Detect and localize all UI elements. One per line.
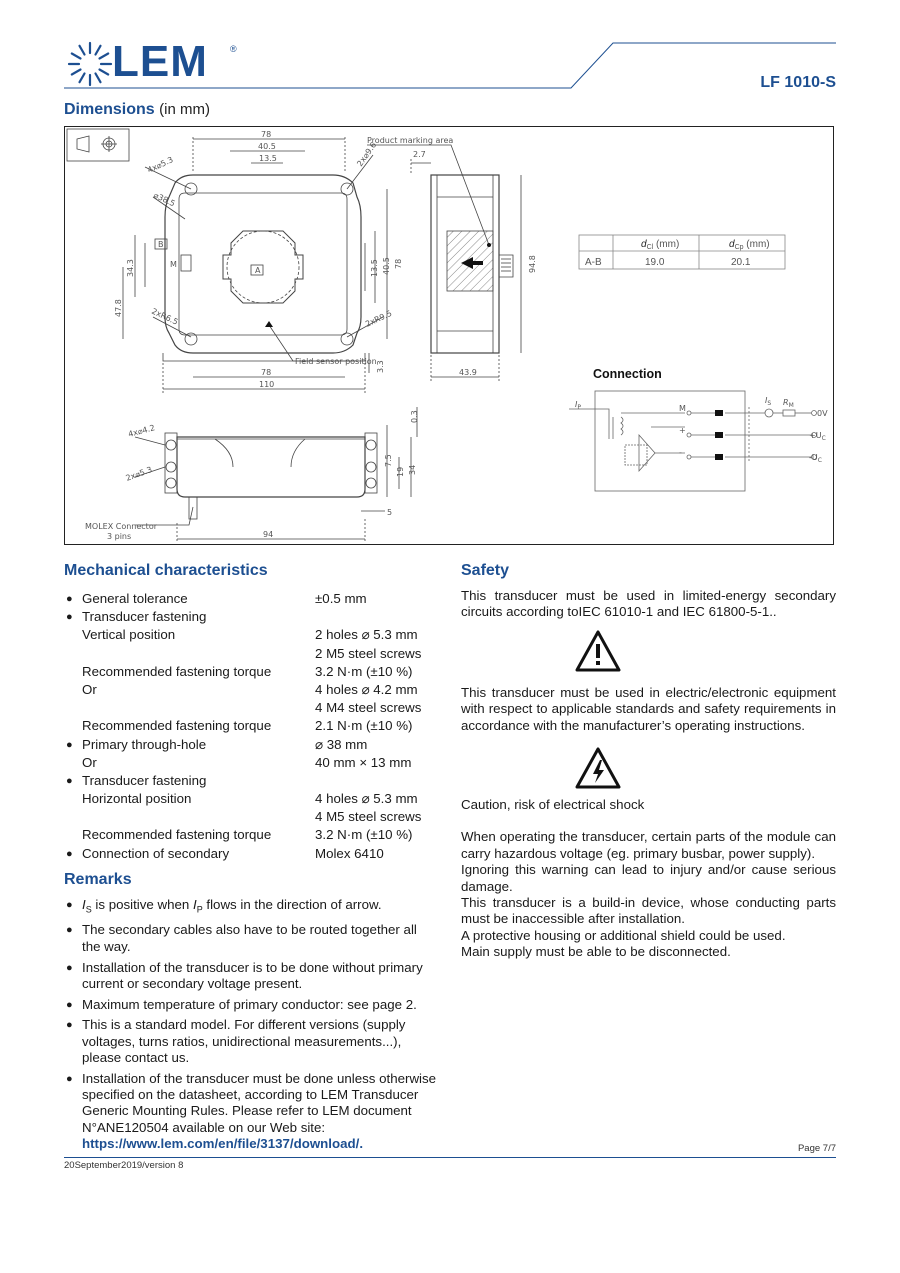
technical-drawing: [65, 127, 833, 544]
mechanical-row: [64, 717, 444, 735]
dim-19: 19: [396, 466, 405, 477]
table-row-dcl: 19.0: [645, 257, 665, 268]
connection-title: Connection: [593, 367, 662, 381]
output-plus-uc: $+U_C$: [809, 431, 826, 442]
safety-paragraph: This transducer must be used in electric/electronic equipment with respect to applicable standards and safety requirements in accordance with the manufacturer’s operating instructions.: [461, 684, 836, 733]
bottom-hole-2: [166, 462, 176, 472]
mechanical-label: Horizontal position: [82, 791, 192, 807]
ammeter-icon: [765, 409, 773, 417]
mechanical-row: [64, 590, 444, 608]
mechanical-label: Connection of secondary: [82, 845, 230, 861]
dim-13-5-vertical: 13.5: [370, 259, 379, 277]
dim-78-bottom: 78: [261, 368, 272, 377]
safety-paragraph: This transducer is a build-in device, whose conducting parts must be inaccessible after installation.: [461, 895, 836, 927]
bottom-hole-1: [166, 440, 176, 450]
safety-paragraph: Ignoring this warning can lead to injury and/or cause serious damage.: [461, 862, 836, 894]
safety-paragraph: A protective housing or additional shield could be used.: [461, 927, 786, 943]
mechanical-label: Recommended fastening torque: [82, 827, 272, 843]
footer-rule: [64, 1157, 836, 1158]
product-code: LF 1010-S: [760, 74, 836, 91]
remark-item: ● Installation of the transducer is to be done without primary current or secondary voltage present.: [64, 960, 439, 993]
mechanical-row: [64, 754, 444, 772]
projection-symbol-box: [67, 129, 129, 161]
safety-paragraph: This transducer must be used in limited-energy secondary circuits according toIEC 61010-1 and IEC 61800-5-1..: [461, 588, 836, 620]
dimensions-heading: [64, 101, 210, 119]
remark-item: ● The secondary cables also have to be routed together all the way.: [64, 922, 439, 955]
electrical-shock-icon: [575, 747, 621, 789]
mechanical-row: [64, 772, 444, 790]
label-field-sensor: Field sensor position: [295, 357, 377, 366]
mechanical-bullet: ●: [66, 738, 73, 751]
remark-item: ● $I_S$ is positive when $I_P$ flows in the direction of arrow.: [64, 897, 439, 918]
dim-4x4-2: 4x⌀4.2: [127, 423, 156, 439]
dim-78-top: 78: [261, 130, 272, 139]
logo-registered-mark: ®: [230, 44, 237, 54]
dimension-drawing: [64, 126, 834, 545]
safety-paragraph: When operating the transducer, certain parts of the module can carry hazardous voltage (eg. primary busbar, power supply).: [461, 829, 836, 861]
dim-34: 34: [408, 464, 417, 475]
remarks-title: Remarks: [64, 871, 132, 888]
dimensions-title: Dimensions: [64, 101, 155, 118]
mechanical-value: 4 M5 steel screws: [315, 809, 422, 825]
label-three-pins: 3 pins: [107, 532, 132, 541]
dim-13-5: 13.5: [259, 154, 277, 163]
mechanical-value: 4 holes ⌀ 4.2 mm: [315, 681, 418, 697]
dim-3-3: 3.3: [376, 360, 385, 373]
mechanical-label: Transducer fastening: [82, 772, 207, 788]
lem-logo-sunburst-icon: [69, 43, 111, 85]
logo-wordmark: LEM: [112, 37, 208, 86]
safety-caution: Caution, risk of electrical shock: [461, 797, 645, 813]
dim-2xR6-5: 2xR6.5: [150, 306, 180, 327]
mechanical-bullet: ●: [66, 593, 73, 605]
bottom-hole-5: [366, 462, 376, 472]
bottom-hole-3: [166, 478, 176, 488]
dim-2x9-6: 2x⌀9.6: [355, 140, 379, 169]
dim-78-vertical: 78: [394, 258, 403, 269]
dim-0-3: 0.3: [410, 410, 419, 423]
table-row-label: A-B: [585, 257, 602, 268]
dim-2xR9-5: 2xR9.5: [364, 308, 394, 329]
mechanical-label: Primary through-hole: [82, 736, 207, 752]
mechanical-row: [64, 826, 444, 844]
dim-94-8: 94.8: [528, 255, 537, 273]
label-is: $I_S$: [765, 396, 772, 407]
dim-40-5: 40.5: [258, 142, 276, 151]
connection-schematic: [569, 391, 817, 491]
mechanical-bullet: ●: [66, 774, 73, 787]
dim-5: 5: [387, 508, 393, 517]
remark-item: ● Maximum temperature of primary conductor: see page 2.: [64, 997, 439, 1013]
dim-110: 110: [259, 380, 275, 389]
dim-38-5: ⌀38.5: [152, 190, 177, 209]
dim-34-3: 34.3: [126, 259, 135, 277]
warning-icon: [575, 630, 621, 672]
mechanical-row: [64, 681, 444, 699]
remarks-list: [64, 897, 439, 1157]
download-link[interactable]: https://www.lem.com/en/file/3137/download/.: [82, 1136, 364, 1152]
mechanical-value: 4 M4 steel screws: [315, 700, 422, 716]
dim-40-5-vertical: 40.5: [382, 257, 391, 275]
mechanical-value: Molex 6410: [315, 845, 384, 861]
mechanical-row: [64, 626, 444, 644]
mechanical-value: 4 holes ⌀ 5.3 mm: [315, 791, 418, 807]
label-molex-connector: MOLEX Connector: [85, 522, 157, 531]
mechanical-bullet: ●: [66, 611, 73, 624]
dim-2x5-3: 2x⌀5.3: [124, 465, 154, 483]
mechanical-list: [64, 590, 444, 863]
dim-4x5-3: 4x⌀5.3: [146, 155, 175, 175]
mechanical-value: 2.1 N·m (±10 %): [315, 718, 413, 734]
remark-item: ● This is a standard model. For different versions (supply voltages, turns ratios, unidirectional measurements...), please contact us.: [64, 1017, 439, 1066]
mechanical-value: 40 mm × 13 mm: [315, 754, 412, 770]
measuring-resistor-icon: [783, 410, 795, 416]
mechanical-row: [64, 790, 444, 808]
output-minus-uc: $-U_C$: [809, 453, 822, 464]
bottom-hole-4: [366, 440, 376, 450]
projection-symbol-icon: [77, 136, 117, 152]
page-number: Page 7/7: [797, 1143, 836, 1154]
dim-7-5: 7.5: [384, 454, 393, 467]
mechanical-row: [64, 663, 444, 681]
label-product-marking: Product marking area: [367, 136, 454, 145]
mechanical-row: [64, 736, 444, 754]
mechanical-label: Transducer fastening: [82, 609, 207, 625]
dim-94: 94: [263, 530, 274, 539]
field-sensor-marker-icon: [265, 321, 273, 327]
bottom-view-outline: [177, 437, 365, 497]
label-b: B: [158, 240, 164, 249]
mechanical-row: [64, 608, 444, 626]
mechanical-value: 2 holes ⌀ 5.3 mm: [315, 627, 418, 643]
pin-m-label: M: [679, 404, 686, 413]
mechanical-label: General tolerance: [82, 591, 188, 606]
mechanical-value: ±0.5 mm: [315, 591, 367, 606]
front-view-outline: [165, 175, 361, 353]
safety-paragraph: Main supply must be able to be disconnected.: [461, 944, 731, 960]
label-rm: $R_M$: [783, 398, 794, 409]
mechanical-label: Or: [82, 754, 97, 770]
mechanical-row: [64, 845, 444, 863]
table-header-dcl: $d_{Cl}$ (mm): [641, 239, 680, 251]
footer-date: 20September2019/version 8: [64, 1160, 184, 1171]
mechanical-value: 2 M5 steel screws: [315, 645, 422, 661]
mechanical-label: Recommended fastening torque: [82, 663, 272, 679]
pin-minus-label: -: [679, 448, 682, 457]
label-ip: $I_P$: [575, 400, 581, 411]
dim-2-7: 2.7: [413, 150, 426, 159]
dim-43-9: 43.9: [459, 368, 477, 377]
table-row-dcp: 20.1: [731, 257, 751, 268]
mechanical-value: 3.2 N·m (±10 %): [315, 827, 413, 843]
remark-item: ● Installation of the transducer must be done unless otherwise specified on the datasheet, according to LEM Transducer Generic Mounting Rules. Please refer to LEM document N°ANE120504 available on our Web site: https://www.lem.com/en/file/3137/download/.: [64, 1071, 439, 1152]
mechanical-row: [64, 645, 444, 663]
table-header-dcp: $d_{Cp}$ (mm): [729, 239, 770, 251]
mechanical-label: Recommended fastening torque: [82, 718, 272, 734]
pin-plus-label: +: [679, 426, 686, 435]
mechanical-label: Vertical position: [82, 627, 176, 643]
mechanical-label: Or: [82, 681, 97, 697]
bottom-hole-6: [366, 478, 376, 488]
mechanical-row: [64, 699, 444, 717]
mechanical-value: 3.2 N·m (±10 %): [315, 663, 413, 679]
dim-47-8: 47.8: [114, 299, 123, 317]
safety-title: Safety: [461, 562, 510, 579]
mechanical-value: ⌀ 38 mm: [315, 736, 368, 752]
mechanical-title: Mechanical characteristics: [64, 562, 268, 579]
label-m: M: [170, 260, 177, 269]
dimensions-unit: (in mm): [159, 101, 210, 118]
safety-text: [461, 588, 836, 961]
output-0v: 0V: [817, 409, 828, 418]
mechanical-row: [64, 808, 444, 826]
label-a: A: [255, 266, 261, 275]
mechanical-bullet: ●: [66, 847, 73, 860]
